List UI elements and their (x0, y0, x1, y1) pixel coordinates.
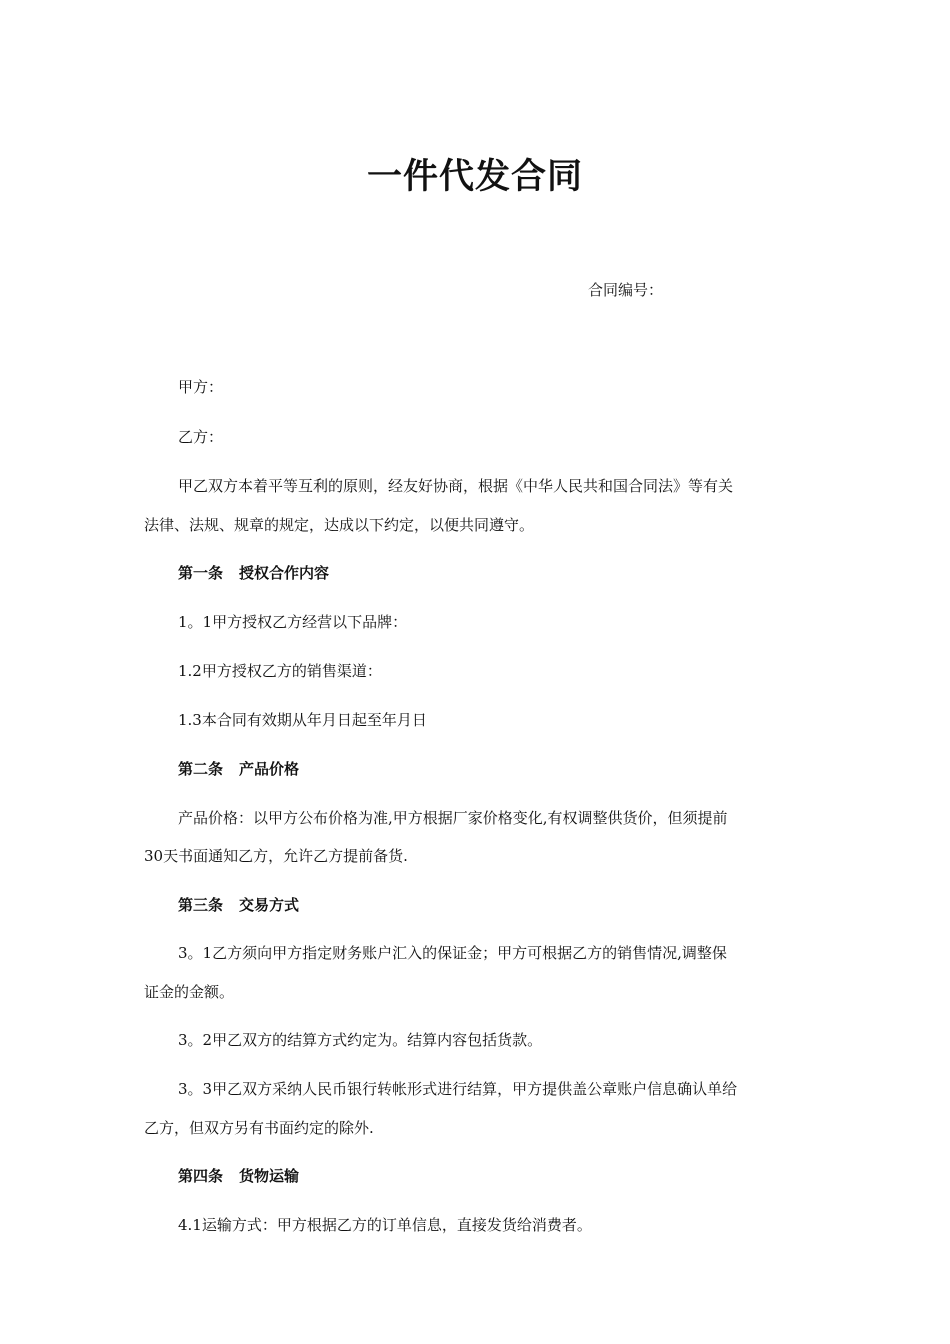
article-1-number: 第一条 (178, 564, 224, 582)
party-b-label: 乙方： (178, 428, 224, 446)
article-2-name: 产品价格 (239, 760, 300, 778)
article-3-number: 第三条 (178, 896, 224, 914)
article-3-heading (178, 894, 844, 916)
article-1-name: 授权合作内容 (239, 564, 330, 582)
article-4-heading (178, 1165, 844, 1187)
article-3-p3-line-2: 乙方，但双方另有书面约定的除外. (144, 1119, 374, 1137)
article-3-p2: 3。2甲乙双方的结算方式约定为。结算内容包括货款。 (178, 1031, 543, 1049)
article-3-p3-line-1: 3。3甲乙双方采纳人民币银行转帐形式进行结算，甲方提供盖公章账户信息确认单给 (178, 1080, 738, 1098)
article-3-name: 交易方式 (239, 896, 300, 914)
article-1-item-3: 1.3本合同有效期从年月日起至年月日 (178, 711, 427, 729)
article-1-item-1: 1。1甲方授权乙方经营以下品牌： (178, 613, 408, 631)
article-4-name: 货物运输 (239, 1167, 300, 1185)
document-title: 一件代发合同 (366, 157, 583, 197)
article-1-item-2: 1.2甲方授权乙方的销售渠道： (178, 662, 382, 680)
article-4-number: 第四条 (178, 1167, 224, 1185)
article-2-para-line-1: 产品价格：以甲方公布价格为准,甲方根据厂家价格变化,有权调整供货价，但须提前 (178, 809, 728, 827)
preamble-line-2: 法律、法规、规章的规定，达成以下约定，以便共同遵守。 (144, 516, 535, 534)
article-2-number: 第二条 (178, 760, 224, 778)
article-2-para-line-2: 30天书面通知乙方，允许乙方提前备货. (144, 847, 408, 865)
article-2-heading (178, 758, 844, 780)
article-3-p1-line-2: 证金的金额。 (144, 983, 235, 1001)
article-1-heading (178, 562, 844, 584)
article-3-p1-line-1: 3。1乙方须向甲方指定财务账户汇入的保证金；甲方可根据乙方的销售情况,调整保 (178, 944, 727, 962)
preamble-line-1: 甲乙双方本着平等互利的原则，经友好协商，根据《中华人民共和国合同法》等有关 (178, 477, 734, 495)
contract-number-label: 合同编号： (588, 281, 664, 299)
article-4-p1: 4.1运输方式：甲方根据乙方的订单信息，直接发货给消费者。 (178, 1216, 592, 1234)
party-a-label: 甲方： (178, 378, 224, 396)
